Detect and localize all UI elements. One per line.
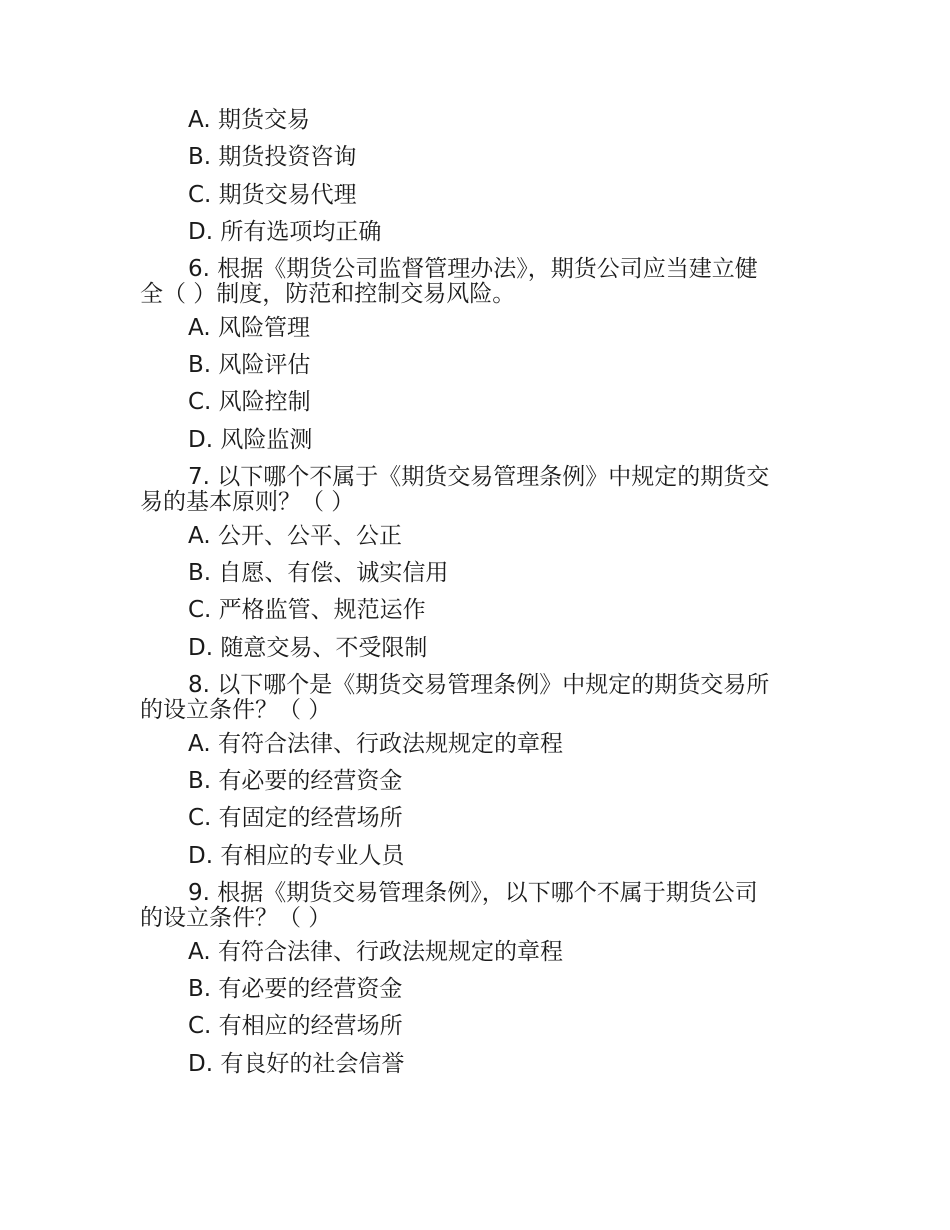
q9-option-b: B. 有必要的经营资金 [188,976,403,1002]
q9-option-d: D. 有良好的社会信誉 [188,1051,405,1077]
q9-stem-line2: 的设立条件？（ ） [140,905,332,931]
q7-stem-line2: 易的基本原则？（ ） [140,489,355,515]
q9-option-c: C. 有相应的经营场所 [188,1013,403,1039]
q7-option-b: B. 自愿、有偿、诚实信用 [188,560,449,586]
q8-option-b: B. 有必要的经营资金 [188,768,403,794]
q7-option-a: A. 公开、公平、公正 [188,523,402,549]
q9-stem-line1: 9. 根据《期货交易管理条例》，以下哪个不属于期货公司 [188,880,758,906]
q5-option-c: C. 期货交易代理 [188,182,357,208]
q6-option-b: B. 风险评估 [188,352,311,378]
q8-option-d: D. 有相应的专业人员 [188,843,405,869]
q5-option-a: A. 期货交易 [188,107,310,133]
q6-stem-line1: 6. 根据《期货公司监督管理办法》，期货公司应当建立健 [188,256,758,282]
q8-stem-line1: 8. 以下哪个是《期货交易管理条例》中规定的期货交易所 [188,672,770,698]
q5-option-b: B. 期货投资咨询 [188,144,357,170]
q8-option-a: A. 有符合法律、行政法规规定的章程 [188,731,563,757]
q9-option-a: A. 有符合法律、行政法规规定的章程 [188,939,563,965]
q8-stem-line2: 的设立条件？（ ） [140,697,332,723]
q8-option-c: C. 有固定的经营场所 [188,805,403,831]
q6-option-d: D. 风险监测 [188,427,313,453]
q6-stem-line2: 全（ ）制度，防范和控制交易风险。 [140,281,516,307]
q7-option-c: C. 严格监管、规范运作 [188,597,426,623]
q5-option-d: D. 所有选项均正确 [188,219,382,245]
q6-option-c: C. 风险控制 [188,389,311,415]
q7-stem-line1: 7. 以下哪个不属于《期货交易管理条例》中规定的期货交 [188,464,770,490]
q6-option-a: A. 风险管理 [188,315,310,341]
q7-option-d: D. 随意交易、不受限制 [188,635,428,661]
